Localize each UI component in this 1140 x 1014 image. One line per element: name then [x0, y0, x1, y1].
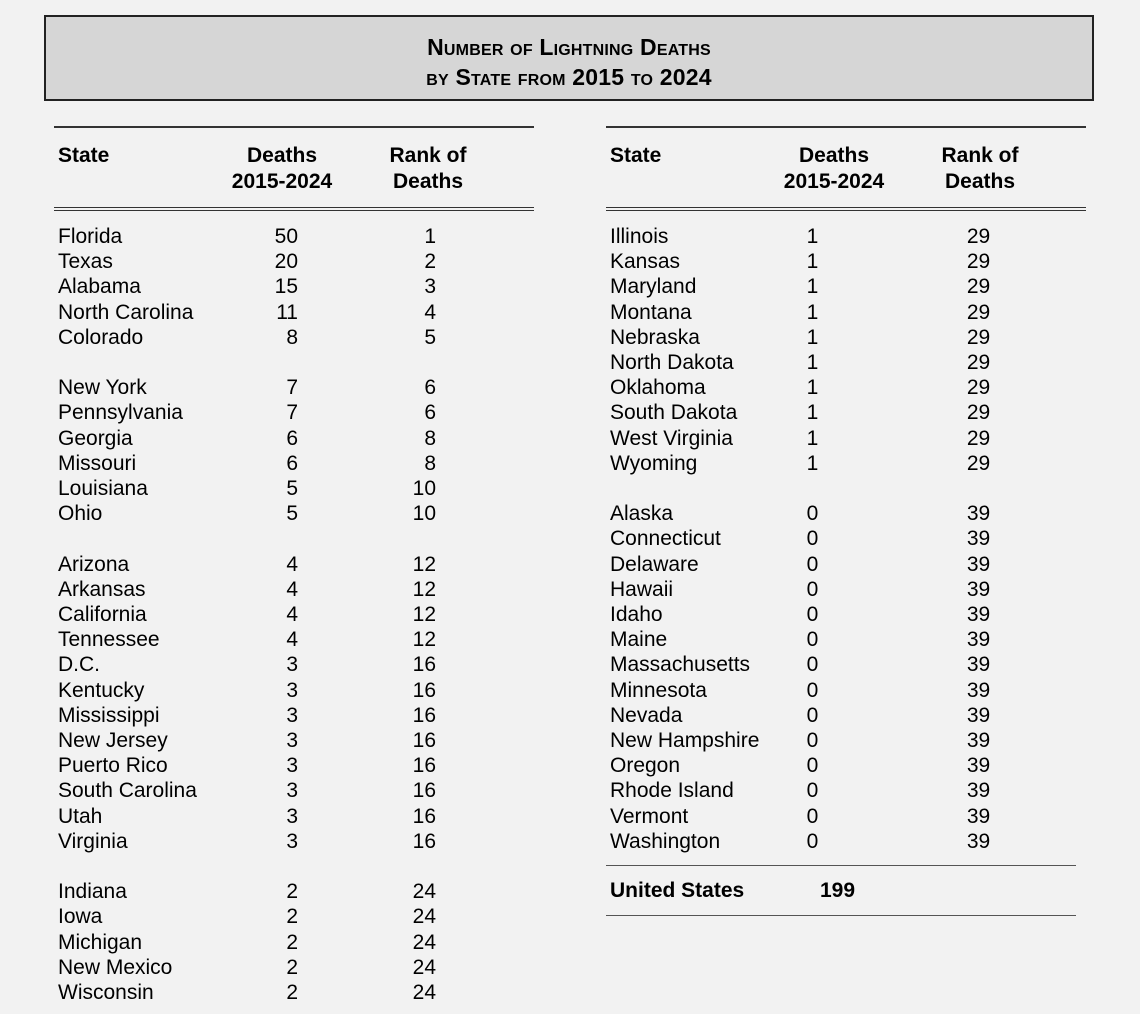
- rank-cell: 3: [424, 275, 436, 299]
- state-cell: Oklahoma: [610, 376, 706, 400]
- rank-cell: 24: [412, 905, 436, 929]
- header-deaths-line2: 2015-2024: [783, 170, 885, 193]
- table-row: [54, 753, 534, 778]
- table-top-rule: [54, 126, 534, 128]
- deaths-cell: 3: [286, 729, 298, 752]
- deaths-cell: 0: [806, 552, 819, 576]
- deaths-cell: 1: [806, 325, 819, 349]
- header-double-rule: [606, 207, 1086, 211]
- rank-cell: 29: [966, 300, 991, 324]
- deaths-cell: 0: [806, 653, 819, 677]
- state-cell: New Hampshire: [610, 729, 760, 752]
- state-cell: South Carolina: [58, 779, 197, 803]
- table-row: [54, 249, 534, 274]
- state-cell: Texas: [58, 250, 113, 274]
- state-cell: Utah: [58, 804, 103, 828]
- table-row: [54, 930, 534, 955]
- deaths-cell: 0: [806, 603, 819, 626]
- deaths-cell: 3: [286, 779, 298, 803]
- deaths-cell: 11: [276, 300, 298, 324]
- table-row: [54, 451, 534, 476]
- deaths-cell: 2: [286, 930, 298, 954]
- table-row: [54, 879, 534, 904]
- state-cell: Oregon: [610, 754, 681, 778]
- table-row: [54, 703, 534, 728]
- state-cell: North Carolina: [58, 300, 194, 324]
- state-cell: Indiana: [58, 880, 127, 904]
- table-row: [606, 451, 1086, 476]
- state-cell: California: [58, 603, 147, 626]
- title-line-1: Number of Lightning Deaths: [427, 34, 711, 60]
- state-cell: Idaho: [610, 603, 663, 626]
- title-line-2: by State from 2015 to 2024: [426, 64, 712, 90]
- table-row: [54, 904, 534, 929]
- rank-cell: 39: [966, 729, 991, 752]
- table-row: [606, 350, 1086, 375]
- table-row: [54, 577, 534, 602]
- table-row: [606, 501, 1086, 526]
- header-deaths-line1: Deaths: [246, 144, 318, 167]
- rank-cell: 24: [412, 930, 436, 954]
- deaths-cell: 3: [286, 678, 298, 702]
- table-row: [606, 829, 1086, 854]
- table-row: [54, 400, 534, 425]
- state-cell: Tennessee: [58, 628, 160, 652]
- table-row: [606, 602, 1086, 627]
- state-cell: Massachusetts: [610, 653, 751, 677]
- table-row: [606, 652, 1086, 677]
- deaths-cell: 0: [806, 829, 819, 853]
- state-cell: New York: [58, 376, 147, 400]
- state-cell: South Dakota: [610, 401, 738, 425]
- rank-cell: 5: [424, 325, 436, 349]
- deaths-cell: 6: [286, 451, 298, 475]
- table-row: [606, 728, 1086, 753]
- deaths-cell: 1: [806, 275, 819, 299]
- rank-cell: 29: [966, 451, 991, 475]
- deaths-cell: 4: [286, 577, 298, 601]
- deaths-cell: 3: [286, 653, 298, 677]
- table-row: [54, 955, 534, 980]
- rank-cell: 6: [424, 401, 436, 425]
- table-row: [54, 652, 534, 677]
- deaths-cell: 1: [806, 225, 819, 248]
- rank-cell: 39: [966, 603, 991, 626]
- header-state: State: [610, 144, 662, 167]
- header-deaths-line1: Deaths: [798, 144, 870, 167]
- header-rank: [372, 143, 484, 195]
- deaths-cell: 0: [806, 779, 819, 803]
- deaths-cell: 2: [286, 905, 298, 929]
- table-row: [54, 375, 534, 400]
- rank-cell: 39: [966, 653, 991, 677]
- table-row: [606, 426, 1086, 451]
- state-cell: Alaska: [610, 502, 674, 526]
- table-row: [54, 426, 534, 451]
- rank-cell: 16: [412, 754, 436, 778]
- state-cell: Nebraska: [610, 325, 700, 349]
- state-cell: Puerto Rico: [58, 754, 168, 778]
- table-row: [54, 325, 534, 350]
- state-cell: Missouri: [58, 451, 137, 475]
- deaths-cell: 6: [286, 426, 298, 450]
- total-row: [606, 878, 1086, 904]
- rank-cell: 12: [412, 603, 436, 626]
- state-cell: Pennsylvania: [58, 401, 183, 425]
- rank-cell: 39: [966, 577, 991, 601]
- table-row: [54, 501, 534, 526]
- rank-cell: 39: [966, 527, 991, 551]
- state-cell: Delaware: [610, 552, 699, 576]
- table-row: [54, 627, 534, 652]
- deaths-cell: 50: [274, 225, 298, 248]
- state-cell: Nevada: [610, 703, 683, 727]
- header-state: State: [58, 144, 110, 167]
- deaths-cell: 5: [286, 477, 298, 500]
- table-row: [606, 627, 1086, 652]
- state-cell: Hawaii: [610, 577, 674, 601]
- table-row: [54, 274, 534, 299]
- table-row: [606, 325, 1086, 350]
- state-cell: D.C.: [58, 653, 100, 677]
- rank-cell: 10: [412, 477, 436, 500]
- deaths-cell: 0: [806, 527, 819, 551]
- table-row: [606, 804, 1086, 829]
- header-rank-line2: Deaths: [392, 170, 464, 193]
- state-cell: Kansas: [610, 250, 681, 274]
- rank-cell: 16: [412, 779, 436, 803]
- deaths-cell: 1: [806, 401, 819, 425]
- deaths-cell: 8: [286, 325, 298, 349]
- table-row: [54, 300, 534, 325]
- deaths-cell: 2: [286, 880, 298, 904]
- deaths-cell: 1: [806, 300, 819, 324]
- state-cell: Georgia: [58, 426, 133, 450]
- deaths-cell: 1: [806, 351, 819, 374]
- rank-cell: 29: [966, 275, 991, 299]
- state-cell: New Mexico: [58, 955, 173, 979]
- rank-cell: 16: [412, 729, 436, 752]
- deaths-cell: 2: [286, 981, 298, 1004]
- rank-cell: 1: [424, 225, 436, 248]
- table-row: [606, 224, 1086, 249]
- rank-cell: 39: [966, 678, 991, 702]
- rank-cell: 8: [424, 451, 436, 475]
- rank-cell: 29: [966, 351, 991, 374]
- table-row: [54, 980, 534, 1005]
- rank-cell: 29: [966, 426, 991, 450]
- state-cell: Louisiana: [58, 477, 148, 500]
- rank-cell: 12: [412, 552, 436, 576]
- state-cell: New Jersey: [58, 729, 168, 752]
- table-row: [606, 552, 1086, 577]
- table-row: [54, 476, 534, 501]
- table-row: [606, 778, 1086, 803]
- rank-cell: 16: [412, 703, 436, 727]
- rank-cell: 2: [424, 250, 436, 274]
- deaths-cell: 1: [806, 376, 819, 400]
- header-double-rule: [54, 207, 534, 211]
- table-row: [54, 552, 534, 577]
- total-label: United States: [610, 879, 745, 902]
- rank-cell: 39: [966, 829, 991, 853]
- total-deaths: 199: [820, 879, 856, 902]
- state-cell: Maine: [610, 628, 668, 652]
- deaths-cell: 7: [286, 376, 298, 400]
- rank-cell: 29: [966, 225, 991, 248]
- table-row: [606, 526, 1086, 551]
- state-cell: Illinois: [610, 225, 669, 248]
- rank-cell: 8: [424, 426, 436, 450]
- rank-cell: 39: [966, 804, 991, 828]
- rank-cell: 4: [424, 300, 436, 324]
- deaths-cell: 3: [286, 754, 298, 778]
- table-row: [54, 728, 534, 753]
- header-rank-line2: Deaths: [944, 170, 1016, 193]
- state-cell: Kentucky: [58, 678, 145, 702]
- table-row: [606, 300, 1086, 325]
- deaths-cell: 4: [286, 603, 298, 626]
- state-cell: West Virginia: [610, 426, 733, 450]
- deaths-cell: 0: [806, 754, 819, 778]
- table-row: [606, 400, 1086, 425]
- header-deaths-line2: 2015-2024: [231, 170, 333, 193]
- rank-cell: 24: [412, 981, 436, 1004]
- rank-cell: 39: [966, 779, 991, 803]
- state-cell: Wisconsin: [58, 981, 154, 1004]
- rank-cell: 39: [966, 628, 991, 652]
- state-cell: Vermont: [610, 804, 689, 828]
- deaths-cell: 0: [806, 804, 819, 828]
- title-box: [44, 15, 1094, 101]
- state-cell: Wyoming: [610, 451, 698, 475]
- deaths-cell: 0: [806, 577, 819, 601]
- header-deaths: [778, 143, 890, 195]
- state-cell: Alabama: [58, 275, 141, 299]
- deaths-cell: 4: [286, 628, 298, 652]
- table-row: [54, 678, 534, 703]
- table-row: [606, 753, 1086, 778]
- deaths-cell: 0: [806, 678, 819, 702]
- rank-cell: 39: [966, 703, 991, 727]
- state-cell: Michigan: [58, 930, 143, 954]
- deaths-cell: 15: [274, 275, 298, 299]
- state-cell: Minnesota: [610, 678, 707, 702]
- total-top-rule: [606, 865, 1076, 866]
- header-rank-line1: Rank of: [941, 144, 1019, 167]
- table-row: [606, 249, 1086, 274]
- table-row: [606, 703, 1086, 728]
- table-row: [54, 602, 534, 627]
- rank-cell: 24: [412, 880, 436, 904]
- table-row: [54, 778, 534, 803]
- table-top-rule: [606, 126, 1086, 128]
- rank-cell: 6: [424, 376, 436, 400]
- rank-cell: 39: [966, 552, 991, 576]
- rank-cell: 29: [966, 376, 991, 400]
- state-cell: Virginia: [58, 829, 128, 853]
- deaths-cell: 3: [286, 804, 298, 828]
- total-bottom-rule: [606, 915, 1076, 916]
- rank-cell: 24: [412, 955, 436, 979]
- state-cell: North Dakota: [610, 351, 734, 374]
- table-row: [606, 577, 1086, 602]
- rank-cell: 10: [412, 502, 436, 526]
- deaths-cell: 3: [286, 829, 298, 853]
- state-cell: Connecticut: [610, 527, 721, 551]
- deaths-cell: 4: [286, 552, 298, 576]
- rank-cell: 29: [966, 325, 991, 349]
- deaths-cell: 5: [286, 502, 298, 526]
- deaths-cell: 0: [806, 502, 819, 526]
- state-cell: Arkansas: [58, 577, 146, 601]
- header-rank: [924, 143, 1036, 195]
- header-deaths: [226, 143, 338, 195]
- header-rank-line1: Rank of: [389, 144, 467, 167]
- state-cell: Montana: [610, 300, 692, 324]
- rank-cell: 12: [412, 628, 436, 652]
- state-cell: Arizona: [58, 552, 130, 576]
- deaths-cell: 1: [806, 426, 819, 450]
- rank-cell: 12: [412, 577, 436, 601]
- state-cell: Florida: [58, 225, 123, 248]
- deaths-cell: 1: [806, 451, 819, 475]
- deaths-cell: 0: [806, 628, 819, 652]
- deaths-cell: 3: [286, 703, 298, 727]
- deaths-cell: 2: [286, 955, 298, 979]
- table-row: [606, 375, 1086, 400]
- state-cell: Washington: [610, 829, 721, 853]
- rank-cell: 39: [966, 502, 991, 526]
- state-cell: Maryland: [610, 275, 697, 299]
- rank-cell: 16: [412, 804, 436, 828]
- deaths-cell: 0: [806, 703, 819, 727]
- table-row: [54, 224, 534, 249]
- deaths-cell: 20: [274, 250, 298, 274]
- state-cell: Iowa: [58, 905, 103, 929]
- state-cell: Mississippi: [58, 703, 160, 727]
- rank-cell: 29: [966, 401, 991, 425]
- rank-cell: 39: [966, 754, 991, 778]
- rank-cell: 16: [412, 678, 436, 702]
- table-row: [54, 804, 534, 829]
- table-row: [606, 678, 1086, 703]
- rank-cell: 16: [412, 829, 436, 853]
- state-cell: Ohio: [58, 502, 103, 526]
- state-cell: Colorado: [58, 325, 144, 349]
- table-row: [54, 829, 534, 854]
- state-cell: Rhode Island: [610, 779, 734, 803]
- rank-cell: 29: [966, 250, 991, 274]
- deaths-cell: 1: [806, 250, 819, 274]
- table-row: [606, 274, 1086, 299]
- deaths-cell: 0: [806, 729, 819, 752]
- rank-cell: 16: [412, 653, 436, 677]
- deaths-cell: 7: [286, 401, 298, 425]
